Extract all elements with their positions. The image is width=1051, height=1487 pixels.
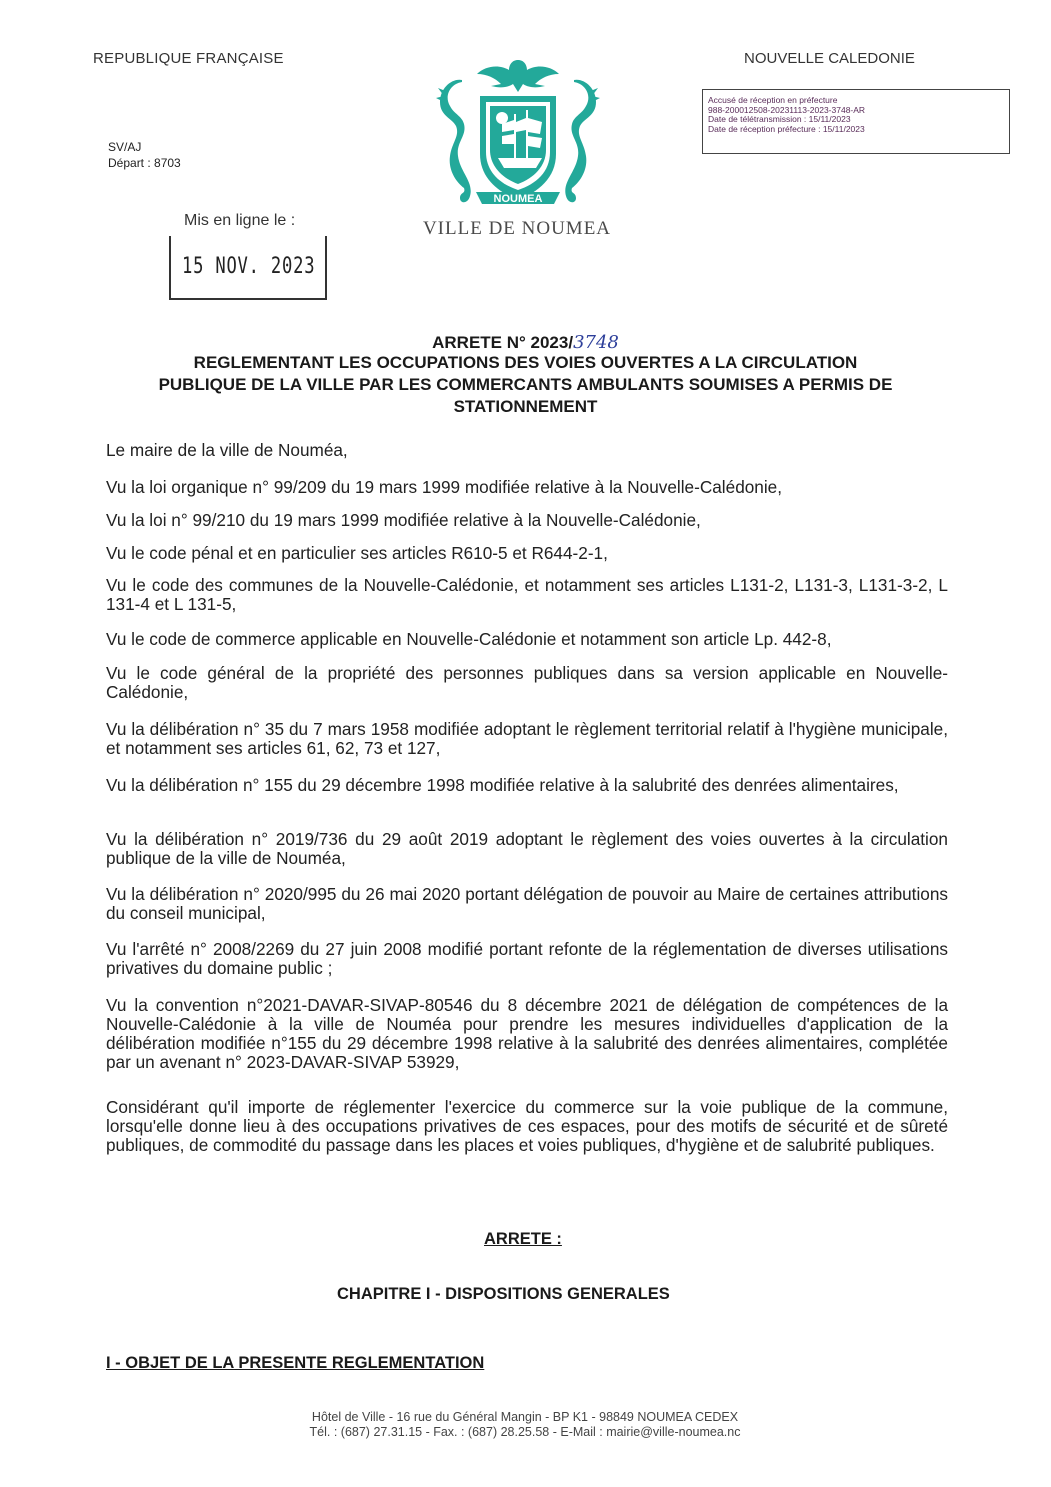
online-stamp-label: Mis en ligne le : bbox=[184, 212, 296, 229]
paragraph-code-penal: Vu le code pénal et en particulier ses articles R610-5 et R644-2-1, bbox=[106, 543, 608, 563]
header-republique: REPUBLIQUE FRANÇAISE bbox=[93, 50, 284, 67]
receipt-line-1: Accusé de réception en préfecture bbox=[708, 95, 838, 105]
paragraph-considerant: Considérant qu'il importe de réglementer l'exercice du commerce sur la voie publique de la commune, lorsqu'elle donne lieu à des occupations privatives de ces espaces, pour des motifs de sécurité et de sûreté publiques, de commodité du passage dans les places et voies publiques, d'hygiène et de salubrité publiques. bbox=[106, 1097, 948, 1155]
paragraph-arrete-2008: Vu l'arrêté n° 2008/2269 du 27 juin 2008 modifié portant refonte de la réglementation de diverses utilisations privatives du domaine public ; bbox=[106, 939, 948, 978]
decree-subject bbox=[100, 352, 951, 418]
decree-number bbox=[100, 332, 951, 354]
section-heading: I - OBJET DE LA PRESENTE REGLEMENTATION bbox=[106, 1354, 485, 1372]
paragraph-code-communes: Vu le code des communes de la Nouvelle-Calédonie, et notamment ses articles L131-2, L131-3, L131-3-2, L 131-4 et L 131-5, bbox=[106, 575, 948, 614]
decree-number-prefix: ARRETE N° 2023/ bbox=[432, 333, 574, 352]
footer-address: Hôtel de Ville - 16 rue du Général Mangin - BP K1 - 98849 NOUMEA CEDEX bbox=[311, 1410, 739, 1424]
ville-de-noumea-caption: VILLE DE NOUMEA bbox=[422, 218, 612, 239]
decree-subject-line-2: PUBLIQUE DE LA VILLE PAR LES COMMERCANTS AMBULANTS SOUMISES A PERMIS DE bbox=[158, 375, 893, 394]
paragraph-code-commerce: Vu le code de commerce applicable en Nouvelle-Calédonie et notamment son article Lp. 442-8, bbox=[106, 629, 832, 649]
arrete-heading: ARRETE : bbox=[484, 1230, 562, 1248]
receipt-line-4: Date de réception préfecture : 15/11/2023 bbox=[708, 123, 865, 134]
receipt-line-2: 988-200012508-20231113-2023-3748-AR bbox=[708, 104, 866, 115]
reference-depart: Départ : 8703 bbox=[108, 156, 181, 170]
paragraph-mayor: Le maire de la ville de Nouméa, bbox=[106, 440, 348, 460]
decree-number-handwritten: 3748 bbox=[573, 332, 619, 353]
header-nouvelle-caledonie: NOUVELLE CALEDONIE bbox=[744, 50, 915, 67]
paragraph-deliberation-35: Vu la délibération n° 35 du 7 mars 1958 modifiée adoptant le règlement territorial relatif à l'hygiène municipale, et notamment ses articles 61, 62, 73 et 127, bbox=[106, 719, 948, 758]
decree-subject-line-1: REGLEMENTANT LES OCCUPATIONS DES VOIES OUVERTES A LA CIRCULATION bbox=[193, 353, 858, 372]
paragraph-deliberation-155: Vu la délibération n° 155 du 29 décembre 1998 modifiée relative à la salubrité des denrées alimentaires, bbox=[106, 775, 899, 795]
prefecture-receipt-box bbox=[702, 89, 1010, 154]
reference-initials: SV/AJ bbox=[108, 140, 142, 154]
paragraph-loi-organique: Vu la loi organique n° 99/209 du 19 mars 1999 modifiée relative à la Nouvelle-Calédonie, bbox=[106, 477, 783, 497]
paragraph-deliberation-2020: Vu la délibération n° 2020/995 du 26 mai 2020 portant délégation de pouvoir au Maire de certaines attributions du conseil municipal, bbox=[106, 884, 948, 923]
paragraph-deliberation-2019: Vu la délibération n° 2019/736 du 29 août 2019 adoptant le règlement des voies ouvertes à la circulation publique de la ville de Nouméa, bbox=[106, 829, 948, 868]
logo-banner-text: NOUMEA bbox=[493, 193, 543, 205]
paragraph-loi-99-210: Vu la loi n° 99/210 du 19 mars 1999 modifiée relative à la Nouvelle-Calédonie, bbox=[106, 510, 701, 530]
paragraph-code-propriete: Vu le code général de la propriété des personnes publiques dans sa version applicable en Nouvelle-Calédonie, bbox=[106, 663, 948, 702]
reference-block bbox=[108, 139, 181, 171]
page-footer bbox=[220, 1410, 830, 1440]
paragraph-convention: Vu la convention n°2021-DAVAR-SIVAP-80546 du 8 décembre 2021 de délégation de compétences de la Nouvelle-Calédonie à la ville de Nouméa pour prendre les mesures individuelles d'application de la délibération modifiée n°155 du 29 décembre 1998 relative à la salubrité des denrées alimentaires, complétée par un avenant n° 2023-DAVAR-SIVAP 53929, bbox=[106, 995, 948, 1072]
online-stamp-date: 15 NOV. 2023 bbox=[182, 254, 316, 279]
footer-contact: Tél. : (687) 27.31.15 - Fax. : (687) 28.25.58 - E-Mail : mairie@ville-noumea.nc bbox=[309, 1425, 741, 1439]
chapter-heading: CHAPITRE I - DISPOSITIONS GENERALES bbox=[337, 1285, 670, 1303]
receipt-line-3: Date de télétransmission : 15/11/2023 bbox=[708, 114, 851, 124]
noumea-coat-of-arms-logo bbox=[418, 52, 618, 220]
decree-subject-line-3: STATIONNEMENT bbox=[453, 397, 598, 416]
